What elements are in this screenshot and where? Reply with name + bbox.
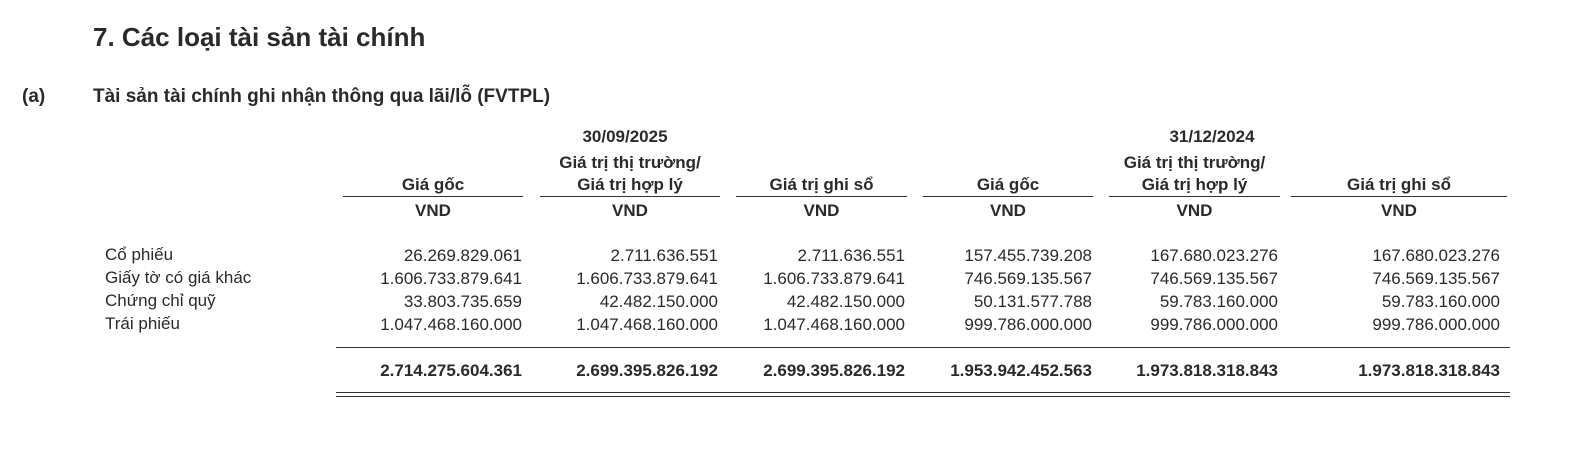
table-cell: 59.783.160.000 <box>1381 292 1500 311</box>
total-double-rule <box>336 392 1510 397</box>
period-date-2024: 31/12/2024 <box>1169 127 1255 146</box>
period-date-2025: 30/09/2025 <box>582 127 668 146</box>
table-cell: 33.803.735.659 <box>403 292 522 311</box>
column-header-line1: Giá trị thị trường/ <box>1123 153 1266 172</box>
table-cell: 1.606.733.879.641 <box>763 269 905 288</box>
table-cell: 1.606.733.879.641 <box>380 269 522 288</box>
column-unit: VND <box>612 201 648 220</box>
column-header-fair-value-2025 <box>540 148 720 197</box>
column-header-fair-value-2024 <box>1109 148 1280 197</box>
table-cell: 746.569.135.567 <box>1372 269 1500 288</box>
table-cell: 42.482.150.000 <box>786 292 905 311</box>
table-cell: 157.455.739.208 <box>964 246 1092 265</box>
table-cell: 746.569.135.567 <box>964 269 1092 288</box>
column-unit: VND <box>1176 201 1213 220</box>
total-top-rule <box>336 347 1510 348</box>
column-header-line1: Giá trị thị trường/ <box>559 153 701 172</box>
table-cell: 1.047.468.160.000 <box>576 315 718 334</box>
table-cell: 1.047.468.160.000 <box>763 315 905 334</box>
subsection-title: Tài sản tài chính ghi nhận thông qua lãi/lỗ (FVTPL) <box>93 86 551 107</box>
section-title-text: Các loại tài sản tài chính <box>121 22 426 52</box>
table-cell: 2.711.636.551 <box>610 246 718 265</box>
table-cell: 1.606.733.879.641 <box>576 269 718 288</box>
column-header-book-value-2025 <box>736 148 907 197</box>
column-header-line2: Giá trị hợp lý <box>1141 175 1248 194</box>
column-header-line2: Giá trị ghi sổ <box>1347 175 1451 194</box>
table-cell: 999.786.000.000 <box>1150 315 1278 334</box>
column-header-line2: Giá gốc <box>401 175 465 194</box>
column-header-line2: Giá trị hợp lý <box>577 175 683 194</box>
column-unit: VND <box>415 201 451 220</box>
column-unit: VND <box>803 201 840 220</box>
table-cell: 999.786.000.000 <box>964 315 1092 334</box>
total-cell: 1.973.818.318.843 <box>1358 361 1500 380</box>
table-cell: 167.680.023.276 <box>1150 246 1278 265</box>
column-header-line2: Giá trị ghi sổ <box>769 175 874 194</box>
table-cell: 26.269.829.061 <box>403 246 522 265</box>
column-unit: VND <box>1381 201 1417 220</box>
row-label-fund-certificates: Chứng chỉ quỹ <box>105 291 216 310</box>
total-cell: 2.714.275.604.361 <box>380 361 522 380</box>
row-label-other-valuable-papers: Giấy tờ có giá khác <box>105 268 252 287</box>
section-number: 7. <box>93 22 115 52</box>
total-cell: 2.699.395.826.192 <box>576 361 718 380</box>
total-cell: 2.699.395.826.192 <box>763 361 905 380</box>
table-cell: 42.482.150.000 <box>599 292 718 311</box>
table-cell: 2.711.636.551 <box>797 246 905 265</box>
column-unit: VND <box>990 201 1026 220</box>
table-cell: 1.047.468.160.000 <box>380 315 522 334</box>
row-label-bonds: Trái phiếu <box>105 314 180 333</box>
column-header-cost-2024 <box>923 148 1093 197</box>
section-title <box>93 22 425 53</box>
total-cell: 1.973.818.318.843 <box>1136 361 1278 380</box>
table-cell: 50.131.577.788 <box>973 292 1092 311</box>
column-header-book-value-2024 <box>1291 148 1507 197</box>
table-cell: 746.569.135.567 <box>1150 269 1278 288</box>
total-cell: 1.953.942.452.563 <box>950 361 1092 380</box>
column-header-cost-2025 <box>343 148 523 197</box>
column-header-line2: Giá gốc <box>976 175 1040 194</box>
row-label-shares: Cổ phiếu <box>105 245 174 264</box>
table-cell: 999.786.000.000 <box>1372 315 1500 334</box>
subsection-marker: (a) <box>22 86 46 107</box>
table-cell: 59.783.160.000 <box>1159 292 1278 311</box>
table-cell: 167.680.023.276 <box>1372 246 1500 265</box>
